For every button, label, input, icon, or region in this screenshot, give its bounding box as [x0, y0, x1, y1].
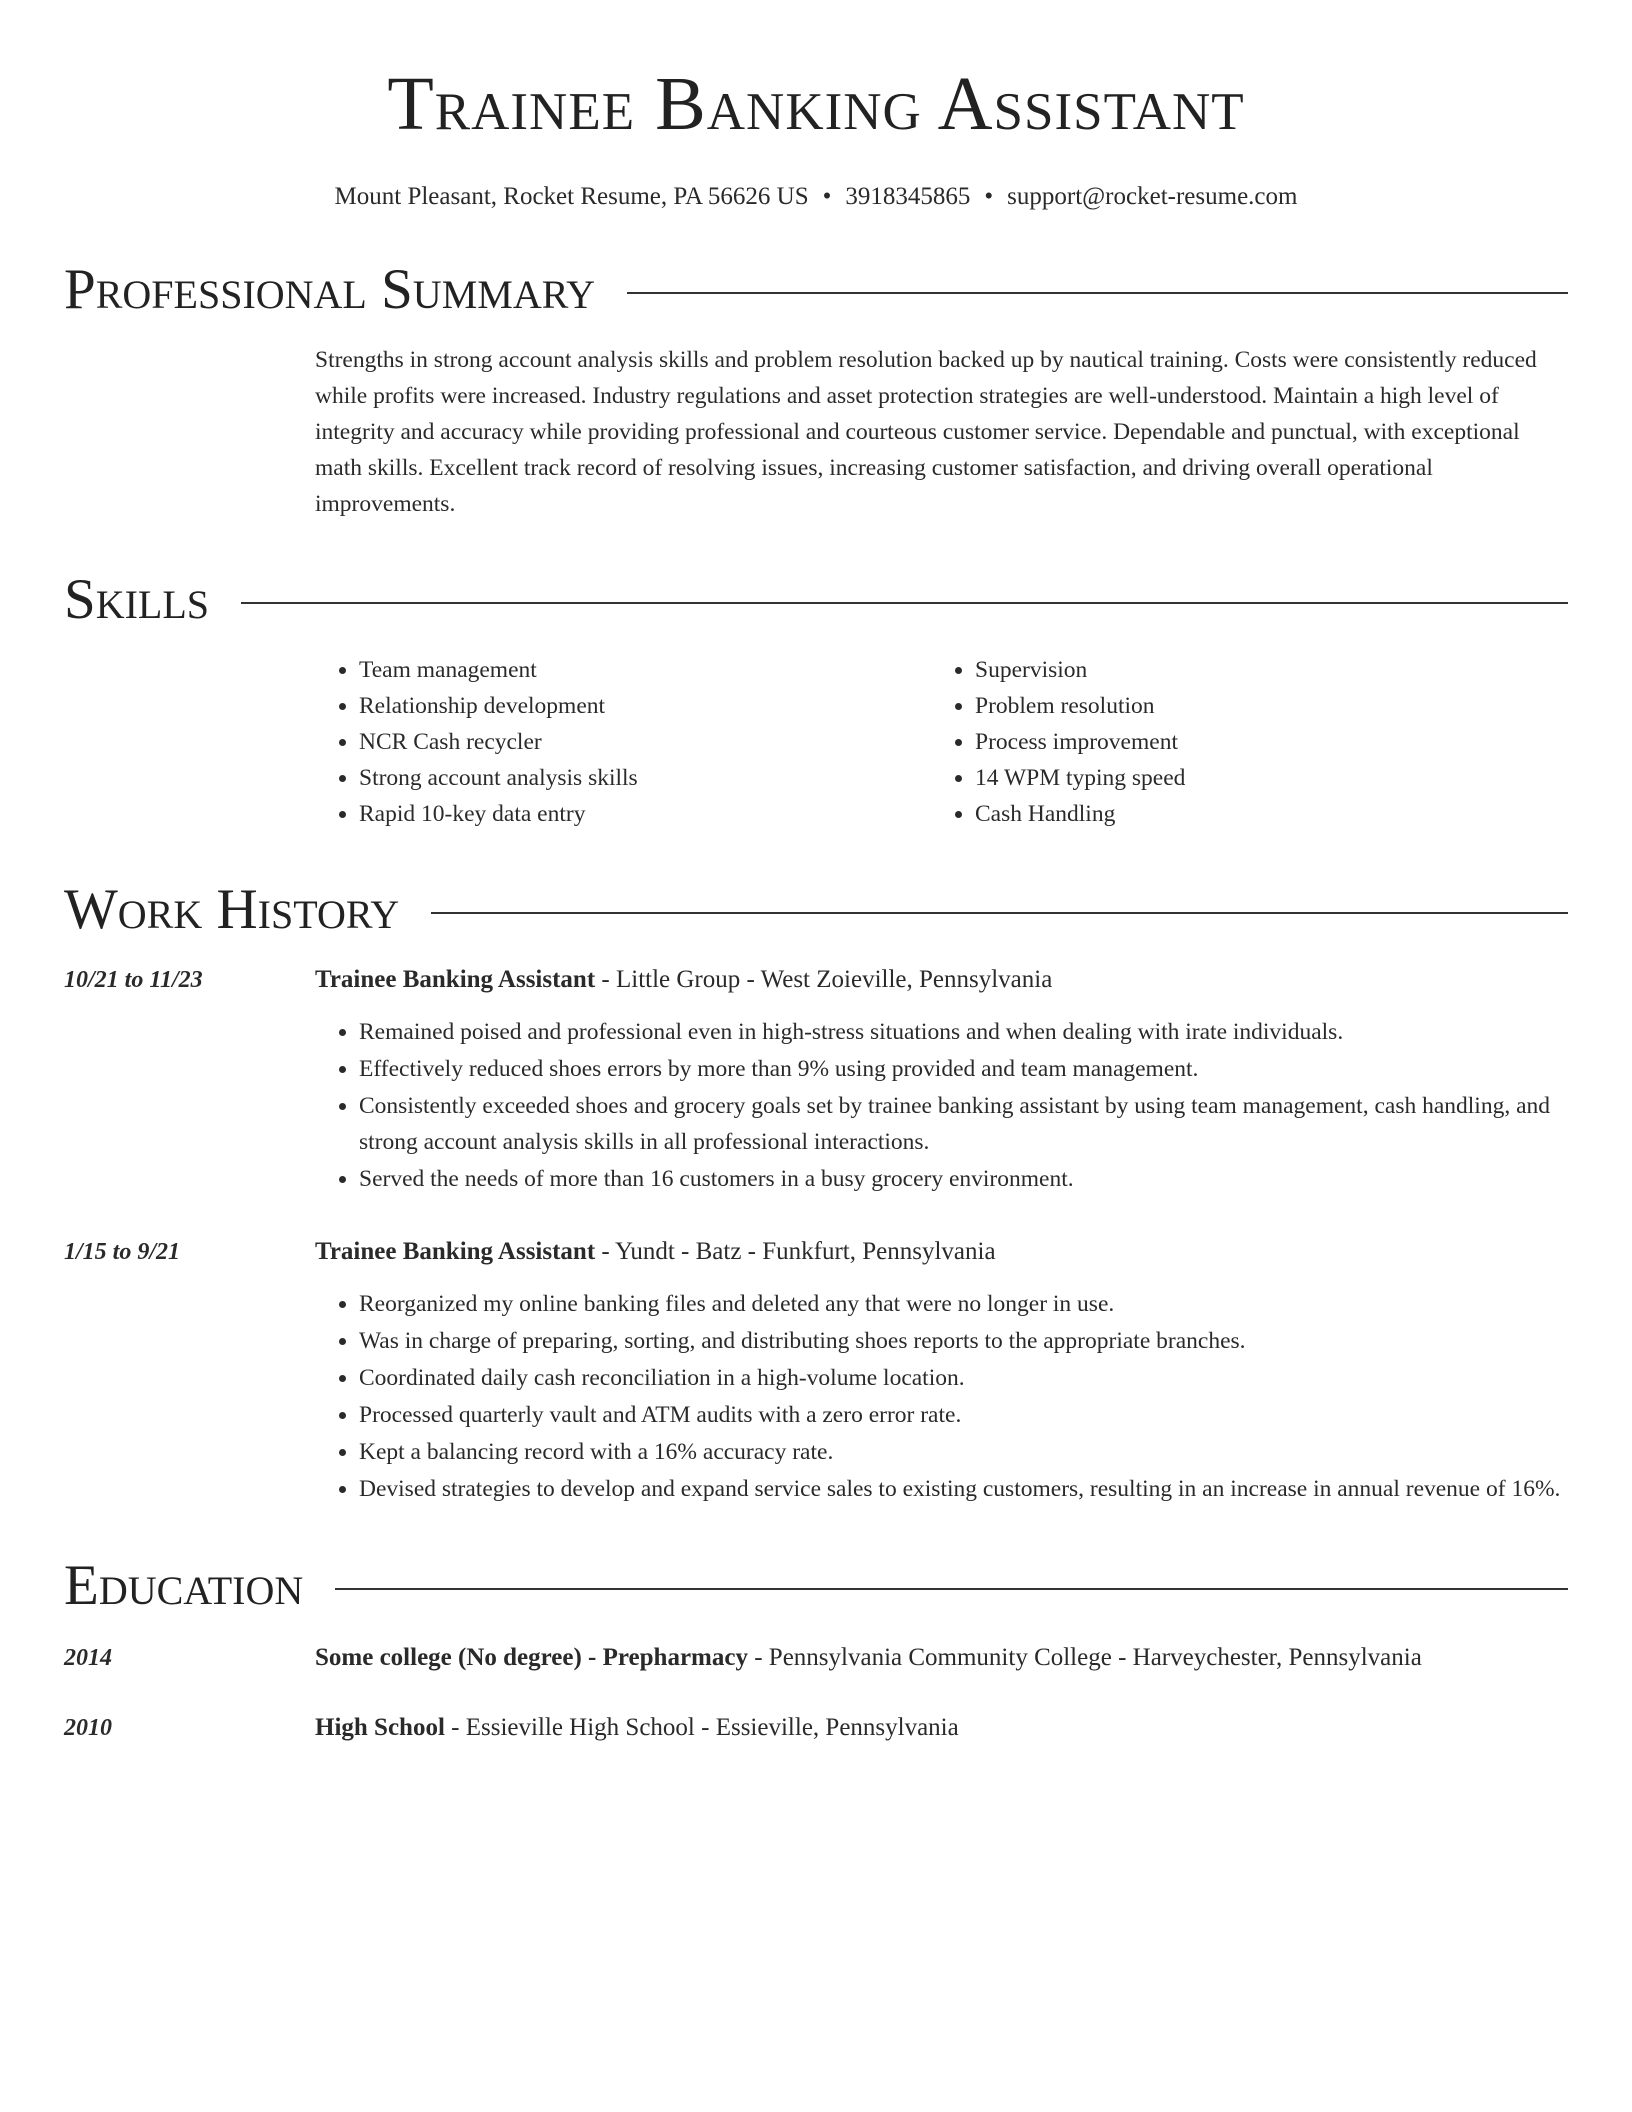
skill-item: • Process improvement	[975, 724, 1547, 760]
job-body	[315, 962, 1568, 1198]
section-title-work: Work History	[64, 878, 400, 941]
job-bullet: • Effectively reduced shoes errors by more than 9% using provided and team management.	[359, 1051, 1568, 1087]
job-bullet: • Coordinated daily cash reconciliation in a high-volume location.	[359, 1360, 1568, 1396]
section-header-summary	[64, 258, 1568, 322]
job-bullet: • Served the needs of more than 16 customers in a busy grocery environment.	[359, 1161, 1568, 1197]
education-school: - Essieville High School - Essieville, Pennsylvania	[444, 1714, 959, 1741]
skill-item: • NCR Cash recycler	[359, 724, 931, 760]
job-bullet: • Remained poised and professional even in high-stress situations and when dealing with irate individuals.	[359, 1014, 1568, 1050]
section-header-skills	[64, 568, 1568, 632]
section-header-education	[64, 1554, 1568, 1618]
job-title: Trainee Banking Assistant	[315, 1238, 596, 1265]
job-dates: 1/15 to 9/21	[64, 1239, 181, 1265]
job-bullets	[315, 1014, 1568, 1197]
education-school: - Pennsylvania Community College - Harveychester, Pennsylvania	[747, 1644, 1422, 1671]
skill-item: • Strong account analysis skills	[359, 760, 931, 796]
skill-item: • 14 WPM typing speed	[975, 760, 1547, 796]
job-entry	[64, 962, 1568, 1198]
skills-list	[315, 652, 1568, 832]
job-bullet: • Processed quarterly vault and ATM audits with a zero error rate.	[359, 1397, 1568, 1433]
education-degree: High School	[315, 1714, 445, 1741]
job-title: Trainee Banking Assistant	[315, 966, 596, 993]
section-title-education: Education	[64, 1554, 304, 1617]
job-bullet: • Devised strategies to develop and expand service sales to existing customers, resulting in an increase in annual revenue of 16%.	[359, 1471, 1568, 1507]
contact-separator: •	[822, 183, 832, 210]
skill-item: • Cash Handling	[975, 796, 1547, 832]
education-body	[315, 1710, 959, 1746]
job-dates: 10/21 to 11/23	[64, 967, 203, 993]
job-employer: - Little Group - West Zoieville, Pennsylvania	[595, 966, 1053, 993]
skills-column-left	[315, 652, 931, 832]
job-bullet: • Kept a balancing record with a 16% accuracy rate.	[359, 1434, 1568, 1470]
job-bullets	[315, 1286, 1568, 1507]
education-year: 2014	[64, 1645, 112, 1671]
skill-item: • Rapid 10-key data entry	[359, 796, 931, 832]
contact-email[interactable]: support@rocket-resume.com	[1007, 183, 1298, 210]
education-year: 2010	[64, 1715, 112, 1741]
job-bullet: • Consistently exceeded shoes and grocery goals set by trainee banking assistant by using team management, cash handling, and strong account analysis skills in all professional interactions.	[359, 1088, 1568, 1160]
education-entry	[64, 1640, 1568, 1676]
candidate-name: Trainee Banking Assistant	[387, 62, 1245, 146]
job-employer: - Yundt - Batz - Funkfurt, Pennsylvania	[595, 1238, 996, 1265]
job-entry	[64, 1234, 1568, 1508]
job-title-line	[315, 962, 1568, 998]
skill-item: • Relationship development	[359, 688, 931, 724]
skills-column-right	[931, 652, 1547, 832]
job-body	[315, 1234, 1568, 1508]
contact-line	[64, 182, 1568, 212]
skill-item: • Supervision	[975, 652, 1547, 688]
skill-item: • Team management	[359, 652, 931, 688]
education-degree: Some college (No degree) - Prepharmacy	[315, 1644, 748, 1671]
job-bullet: • Was in charge of preparing, sorting, and distributing shoes reports to the appropriate branches.	[359, 1323, 1568, 1359]
section-divider	[335, 1588, 1568, 1590]
contact-phone: 3918345865	[845, 183, 971, 210]
section-divider	[241, 602, 1568, 604]
contact-address: Mount Pleasant, Rocket Resume, PA 56626 US	[334, 183, 809, 210]
section-title-summary: Professional Summary	[64, 258, 596, 321]
education-body	[315, 1640, 1422, 1676]
skill-item: • Problem resolution	[975, 688, 1547, 724]
section-divider	[627, 292, 1568, 294]
education-entry	[64, 1710, 1568, 1746]
job-bullet: • Reorganized my online banking files and deleted any that were no longer in use.	[359, 1286, 1568, 1322]
section-header-work	[64, 878, 1568, 942]
section-divider	[431, 912, 1568, 914]
job-title-line	[315, 1234, 1568, 1270]
summary-text: Strengths in strong account analysis skills and problem resolution backed up by nautical training. Costs were consistently reduced while profits were increased. Industry regulations and asset protection strategies are well-understood. Maintain a high level of integrity and accuracy while providing professional and courteous customer service. Dependable and punctual, with exceptional math skills. Excellent track record of resolving issues, increasing customer satisfaction, and driving overall operational improvements.	[315, 347, 1537, 517]
contact-separator: •	[984, 183, 994, 210]
section-title-skills: Skills	[64, 568, 210, 631]
